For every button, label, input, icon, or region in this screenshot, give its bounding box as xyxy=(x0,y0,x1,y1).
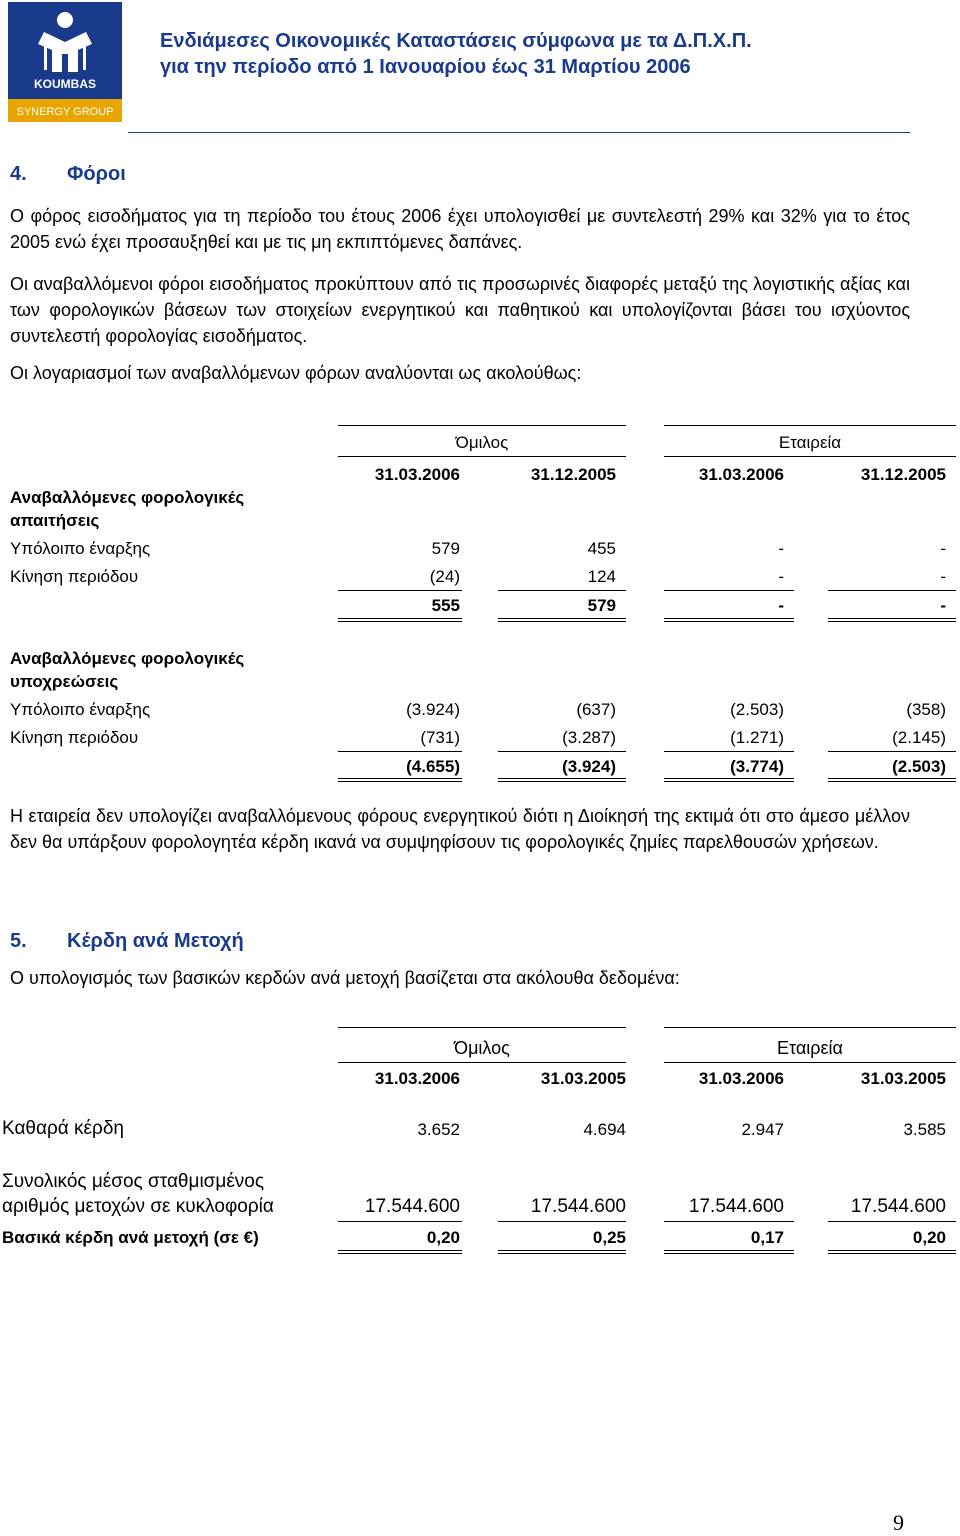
subtotal-rule xyxy=(338,751,462,752)
group-header-underline xyxy=(338,456,626,457)
group-header-rule xyxy=(338,425,626,426)
subtotal-rule xyxy=(664,751,794,752)
header-divider xyxy=(128,132,910,133)
date-col-1: 31.03.2006 xyxy=(374,465,460,484)
company-logo xyxy=(8,2,122,122)
assets-total-v2: 579 xyxy=(587,596,616,615)
shares-v4: 17.544.600 xyxy=(850,1196,946,1217)
assets-movement-v4: - xyxy=(940,567,946,586)
liabilities-title-line1: Αναβαλλόμενες φορολογικές xyxy=(10,649,245,668)
assets-title-line1: Αναβαλλόμενες φορολογικές xyxy=(10,488,245,507)
total-double-rule xyxy=(338,1250,462,1254)
assets-opening-v2: 455 xyxy=(587,539,616,558)
section-4-heading xyxy=(10,163,126,186)
eps-group-header: Όμιλος xyxy=(454,1038,510,1058)
assets-opening-v1: 579 xyxy=(431,539,460,558)
shares-v3: 17.544.600 xyxy=(688,1196,784,1217)
date-col-3: 31.03.2006 xyxy=(698,465,784,484)
company-header-underline xyxy=(664,456,956,457)
assets-movement-v1: (24) xyxy=(429,567,460,586)
liab-movement-label: Κίνηση περιόδου xyxy=(10,728,139,747)
shares-label-line1: Συνολικός μέσος σταθμισμένος xyxy=(2,1171,265,1192)
section-4-number: 4. xyxy=(10,163,27,185)
assets-total-v1: 555 xyxy=(431,596,460,615)
total-double-rule xyxy=(664,778,794,782)
eps-date-col-3: 31.03.2006 xyxy=(698,1069,784,1088)
shares-v1: 17.544.600 xyxy=(364,1196,460,1217)
total-double-rule xyxy=(338,778,462,782)
section-5-title: Κέρδη ανά Μετοχή xyxy=(67,930,244,952)
shares-v2: 17.544.600 xyxy=(530,1196,626,1217)
assets-opening-v3: - xyxy=(778,539,784,558)
eps-label: Βασικά κέρδη ανά μετοχή (σε €) xyxy=(2,1228,259,1247)
total-double-rule xyxy=(664,1250,794,1254)
net-profit-v3: 2.947 xyxy=(741,1120,784,1139)
logo-text: KOUMBAS xyxy=(34,77,96,91)
liab-opening-v1: (3.924) xyxy=(406,700,460,719)
company-header-rule xyxy=(664,1027,956,1028)
liab-total-v4: (2.503) xyxy=(892,757,946,776)
subtotal-rule xyxy=(498,751,626,752)
liabilities-title-line2: υποχρεώσεις xyxy=(10,672,119,691)
total-double-rule xyxy=(338,618,462,622)
company-header-rule xyxy=(664,425,956,426)
deferred-tax-intro: Οι λογαριασμοί των αναβαλλόμενων φόρων αναλύονται ως ακολούθως: xyxy=(10,363,582,383)
section-5-number: 5. xyxy=(10,930,27,952)
net-profit-v1: 3.652 xyxy=(417,1120,460,1139)
liab-movement-v3: (1.271) xyxy=(730,728,784,747)
deferred-tax-paragraph: Οι αναβαλλόμενοι φόροι εισοδήματος προκύπτουν από τις προσωρινές διαφορές μεταξύ της λογιστικής αξίας και των φορολογικών βάσεων των στοιχείων ενεργητικού και παθητικού και υπολογίζονται βάσει του ισχύοντος συντελεστή φορολογίας εισοδήματος. xyxy=(10,274,910,346)
liab-opening-v3: (2.503) xyxy=(730,700,784,719)
net-profit-v4: 3.585 xyxy=(903,1120,946,1139)
total-double-rule xyxy=(498,1250,626,1254)
tax-rate-paragraph: Ο φόρος εισοδήματος για τη περίοδο του έτους 2006 έχει υπολογισθεί με συντελεστή 29% και 32% για το έτος 2005 ενώ έχει προσαυξηθεί και με τις μη εκπιπτόμενες δαπάνες. xyxy=(10,206,910,252)
subtotal-rule xyxy=(498,590,626,591)
assets-movement-label: Κίνηση περιόδου xyxy=(10,567,139,586)
date-col-4: 31.12.2005 xyxy=(860,465,946,484)
liab-total-v1: (4.655) xyxy=(406,757,460,776)
liab-movement-v2: (3.287) xyxy=(562,728,616,747)
assets-opening-label: Υπόλοιπο έναρξης xyxy=(10,539,151,558)
assets-title-line2: απαιτήσεις xyxy=(10,511,100,530)
eps-date-col-4: 31.03.2005 xyxy=(860,1069,946,1088)
assets-movement-v3: - xyxy=(778,567,784,586)
assets-total-v4: - xyxy=(940,596,946,615)
company-column-header: Εταιρεία xyxy=(778,433,842,452)
section-4-title: Φόροι xyxy=(67,163,126,185)
eps-date-col-2: 31.03.2005 xyxy=(540,1069,626,1088)
eps-date-col-1: 31.03.2006 xyxy=(374,1069,460,1088)
total-double-rule xyxy=(828,778,956,782)
liab-movement-v4: (2.145) xyxy=(892,728,946,747)
eps-intro: Ο υπολογισμός των βασικών κερδών ανά μετοχή βασίζεται στα ακόλουθα δεδομένα: xyxy=(10,968,680,988)
subtotal-rule xyxy=(828,751,956,752)
subtotal-rule xyxy=(338,590,462,591)
liab-movement-v1: (731) xyxy=(420,728,460,747)
liab-opening-label: Υπόλοιπο έναρξης xyxy=(10,700,151,719)
assets-movement-v2: 124 xyxy=(587,567,616,586)
section-5-heading xyxy=(10,930,244,953)
subtotal-rule xyxy=(338,1221,462,1222)
report-title-line2: για την περίοδο από 1 Ιανουαρίου έως 31 Μαρτίου 2006 xyxy=(160,56,691,78)
net-profit-label: Καθαρά κέρδη xyxy=(2,1118,124,1139)
eps-v1: 0,20 xyxy=(426,1228,460,1247)
company-header-underline xyxy=(664,1062,956,1063)
deferred-asset-note: Η εταιρεία δεν υπολογίζει αναβαλλόμενους φόρους ενεργητικού διότι η Διοίκησή της εκτιμά ότι στο άμεσο μέλλον δεν θα υπάρξουν φορολογητέα κέρδη ικανά να συμψηφίσουν τις φορολογικές ζημίες παρελθουσών χρήσεων. xyxy=(10,806,910,852)
logo-subtext: SYNERGY GROUP xyxy=(16,106,114,118)
subtotal-rule xyxy=(664,1221,794,1222)
assets-total-v3: - xyxy=(778,596,784,615)
page-number: 9 xyxy=(893,1510,904,1535)
liab-total-v3: (3.774) xyxy=(730,757,784,776)
eps-v3: 0,17 xyxy=(750,1228,784,1247)
group-header-rule xyxy=(338,1027,626,1028)
subtotal-rule xyxy=(498,1221,626,1222)
subtotal-rule xyxy=(828,1221,956,1222)
eps-v4: 0,20 xyxy=(912,1228,946,1247)
report-title-line1: Ενδιάμεσες Οικονομικές Καταστάσεις σύμφωνα με τα Δ.Π.Χ.Π. xyxy=(160,30,752,52)
group-header-underline xyxy=(338,1062,626,1063)
subtotal-rule xyxy=(828,590,956,591)
assets-opening-v4: - xyxy=(940,539,946,558)
total-double-rule xyxy=(828,618,956,622)
group-column-header: Όμιλος xyxy=(455,433,509,452)
eps-v2: 0,25 xyxy=(592,1228,626,1247)
liab-opening-v2: (637) xyxy=(576,700,616,719)
total-double-rule xyxy=(828,1250,956,1254)
date-col-2: 31.12.2005 xyxy=(530,465,616,484)
total-double-rule xyxy=(664,618,794,622)
liab-opening-v4: (358) xyxy=(906,700,946,719)
liab-total-v2: (3.924) xyxy=(562,757,616,776)
subtotal-rule xyxy=(664,590,794,591)
total-double-rule xyxy=(498,778,626,782)
total-double-rule xyxy=(498,618,626,622)
net-profit-v2: 4.694 xyxy=(583,1120,626,1139)
shares-label-line2: αριθμός μετοχών σε κυκλοφορία xyxy=(2,1196,274,1217)
eps-company-header: Εταιρεία xyxy=(777,1038,843,1058)
